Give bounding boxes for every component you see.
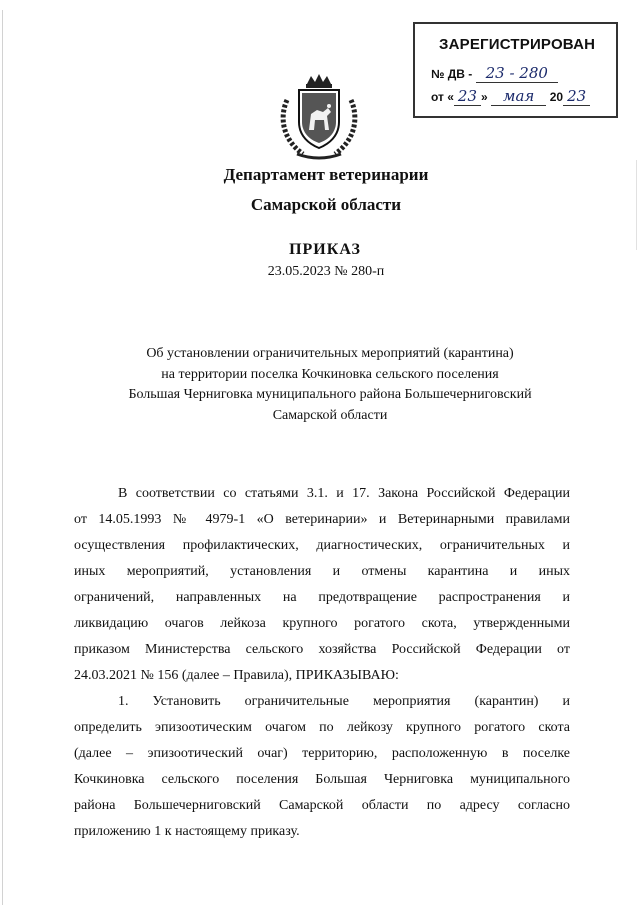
body-line: приказом Министерства сельского хозяйства Российской Федерации от [74,642,570,657]
body-line: района Большечерниговский Самарской области по адресу согласно [74,798,570,813]
order-title: ПРИКАЗ [289,241,361,258]
body-line: ликвидацию очагов лейкоза крупного рогатого скота, утвержденными [74,616,570,631]
body-line: иных мероприятий, установления и отмены карантина и иных [74,564,570,579]
stamp-day-handwritten: 23 [454,87,481,106]
body-line: определить эпизоотическим очагом по лейкозу крупного рогатого скота [74,720,570,735]
body-line: приложению 1 к настоящему приказу. [74,824,300,839]
stamp-date-mid: » [481,90,488,104]
subject-line: на территории поселка Кочкиновка сельского поселения [161,366,499,382]
body-line: Кочкиновка сельского поселения Большая Черниговка муниципального [74,772,570,787]
body-line: от 14.05.1993 № 4979-1 «О ветеринарии» и Ветеринарными правилами [74,512,570,527]
body-line: ограничений, направленных на предотвращение распространения и [74,590,570,605]
stamp-year-prefix: 20 [549,90,564,104]
stamp-number-handwritten: 23 - 280 [476,64,558,83]
stamp-date-row [431,87,590,105]
order-body [74,481,570,845]
registration-stamp [413,22,618,118]
subject-line: Самарской области [272,407,388,423]
body-line: 24.03.2021 № 156 (далее – Правила), ПРИКАЗЫВАЮ: [74,668,399,683]
body-line: (далее – эпизоотический очаг) территорию, расположенную в поселке [74,746,570,761]
stamp-number-row [431,64,558,82]
samara-region-coat-of-arms-icon [273,70,365,162]
scan-edge-left [2,10,3,905]
stamp-number-label: № ДВ - [431,67,473,81]
subject-line: Об установлении ограничительных мероприятий (карантина) [146,346,514,361]
stamp-month-handwritten: мая [491,87,546,106]
body-line: осуществления профилактических, диагностических, ограничительных и [74,538,570,553]
stamp-year-handwritten: 23 [563,87,590,106]
stamp-title: ЗАРЕГИСТРИРОВАН [439,36,596,53]
body-line-item-1: 1. Установить ограничительные мероприятия (карантин) и [118,694,570,709]
subject-line: Большая Черниговка муниципального района Большечерниговский [128,387,532,402]
order-subject [40,344,620,426]
order-date-number: 23.05.2023 № 280-п [267,264,385,279]
body-line: В соответствии со статьями 3.1. и 17. Закона Российской Федерации [118,486,570,501]
stamp-date-prefix: от « [431,90,454,104]
department-name-line2: Самарской области [250,195,402,214]
department-name-line1: Департамент ветеринарии [223,165,429,184]
